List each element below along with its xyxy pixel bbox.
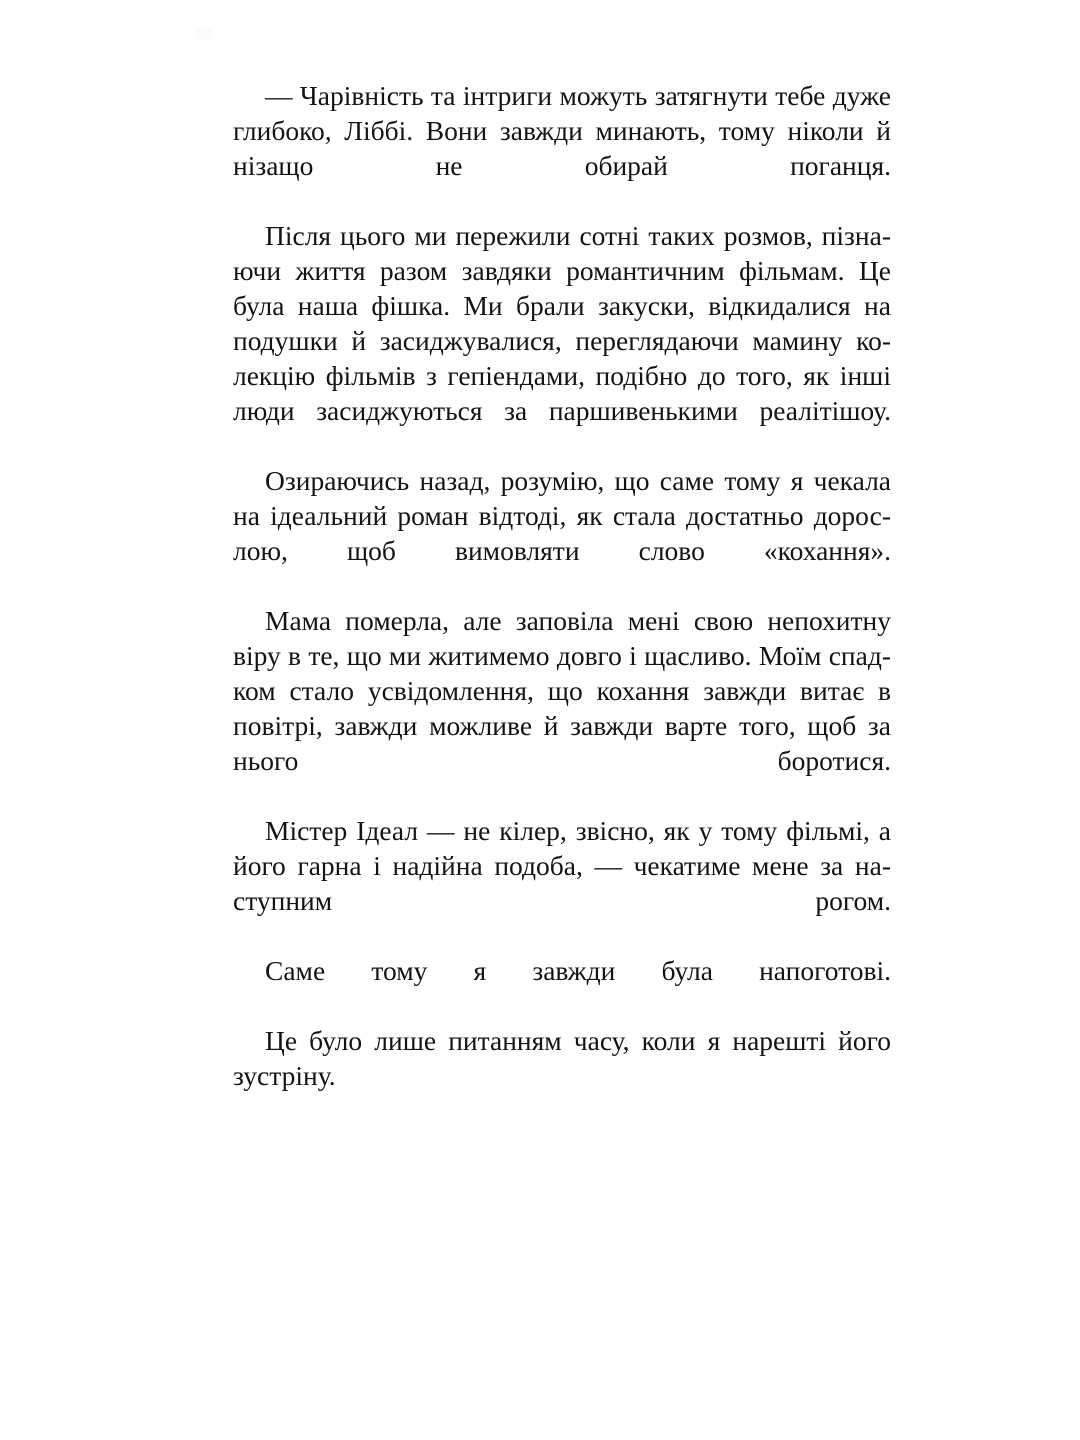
paragraph: — Чарівність та інтриги можуть затягнути тебе дуже глибоко, Ліббі. Вони завжди минають, тому ніколи й нізащо не обирай поганця.: [233, 80, 891, 181]
body-text-column: [233, 78, 891, 1128]
paragraph: Після цього ми пережили сотні таких розмов, пізнаючи життя разом завдяки романтичним фільмам. Це була наша фішка. Ми брали закуски, відкидалися на подушки й засиджувалися, переглядаючи мамину колекцію фільмів з гепіендами, подібно до того, як інші люди засиджуються за паршивенькими реалітішоу.: [233, 220, 891, 426]
scan-artifact-speck: [195, 27, 213, 41]
paragraph: Це було лише питанням часу, коли я нарешті його зустріну.: [233, 1025, 891, 1091]
paragraph: Містер Ідеал — не кілер, звісно, як у тому фільмі, а його гарна і надійна подоба, — чекатиме мене за наступним рогом.: [233, 815, 891, 916]
paragraph: Озираючись назад, розумію, що саме тому я чекала на ідеальний роман відтоді, як стала достатньо дорослою, щоб вимовляти слово «кохання».: [233, 465, 891, 566]
paragraph: Мама померла, але заповіла мені свою непохитну віру в те, що ми житимемо довго і щасливо. Моїм спадком стало усвідомлення, що кохання завжди витає в повітрі, завжди можливе й завжди варте того, щоб за нього боротися.: [233, 605, 891, 776]
paragraph: Саме тому я завжди була напоготові.: [265, 955, 891, 986]
